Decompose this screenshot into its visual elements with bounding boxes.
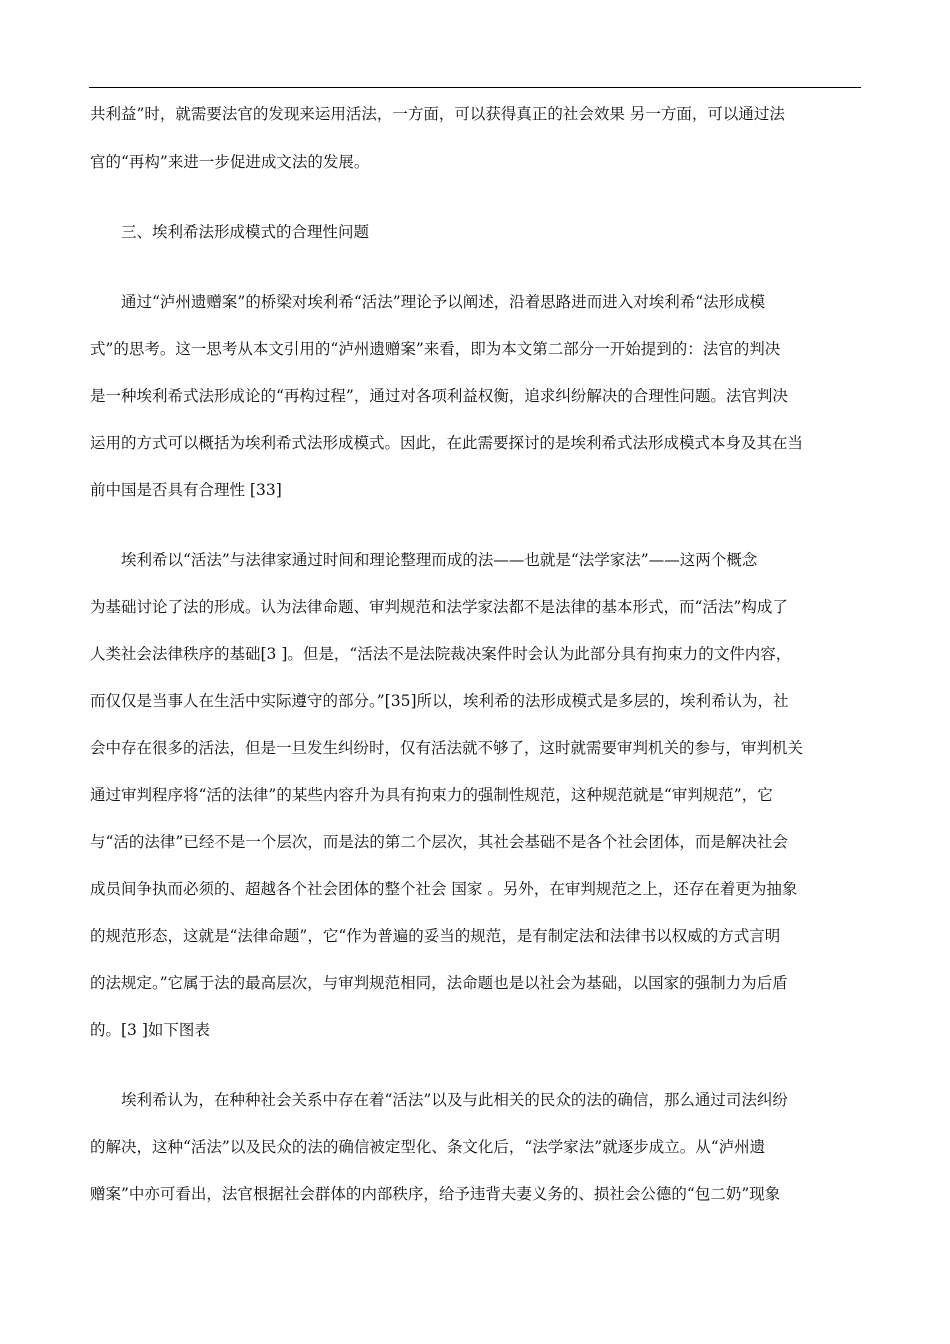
text-line: 会中存在很多的活法，但是一旦发生纠纷时，仅有活法就不够了，这时就需要审判机关的参与，审判机关 xyxy=(90,739,804,757)
text-line: 而仅仅是当事人在生活中实际遵守的部分。”[35]所以，埃利希的法形成模式是多层的，埃利希认为，社 xyxy=(90,692,789,710)
text-line: 的规范形态，这就是“法律命题”，它“作为普遍的妥当的规范，是有制定法和法律书以权威的方式言明 xyxy=(90,927,781,945)
text-line: 的。[3 ]如下图表 xyxy=(90,1021,210,1039)
text-line: 成员间争执而必须的、超越各个社会团体的整个社会 国家 。另外，在审判规范之上，还存在着更为抽象 xyxy=(90,880,798,898)
text-line: 的法规定。”它属于法的最高层次，与审判规范相同，法命题也是以社会为基础，以国家的强制力为后盾 xyxy=(90,974,788,992)
text-line: 前中国是否具有合理性 [33] xyxy=(90,481,282,499)
paragraph xyxy=(90,290,862,502)
text-line: 与“活的法律”已经不是一个层次，而是法的第二个层次，其社会基础不是各个社会团体，而是解决社会 xyxy=(90,833,788,851)
paragraph xyxy=(90,1088,862,1206)
text-line: 是一种埃利希式法形成论的“再构过程”，通过对各项利益权衡，追求纠纷解决的合理性问题。法官判决 xyxy=(90,387,788,405)
text-line: 运用的方式可以概括为埃利希式法形成模式。因此，在此需要探讨的是埃利希式法形成模式本身及其在当 xyxy=(90,434,804,452)
text-line: 埃利希以“活法”与法律家通过时间和理论整理而成的法——也就是“法学家法”——这两个概念 xyxy=(121,551,758,569)
text-line: 的解决，这种“活法”以及民众的法的确信被定型化、条文化后，“法学家法”就逐步成立。从“泸州遗 xyxy=(90,1138,766,1156)
text-line: 通过审判程序将“活的法律”的某些内容升为具有拘束力的强制性规范，这种规范就是“审判规范”，它 xyxy=(90,786,773,804)
text-line: 共利益”时，就需要法官的发现来运用活法，一方面，可以获得真正的社会效果 另一方面，可以通过法 xyxy=(90,105,785,123)
paragraph xyxy=(90,102,862,174)
text-line: 通过“泸州遗赠案”的桥梁对埃利希“活法”理论予以阐述，沿着思路进而进入对埃利希“法形成模 xyxy=(121,293,766,311)
document-body xyxy=(90,102,862,1206)
text-line: 官的“再构”来进一步促进成文法的发展。 xyxy=(90,153,370,171)
text-line: 人类社会法律秩序的基础[3 ]。但是，“活法不是法院裁决案件时会认为此部分具有拘束力的文件内容， xyxy=(90,645,792,663)
paragraph xyxy=(90,548,862,1042)
text-line: 赠案”中亦可看出，法官根据社会群体的内部秩序，给予违背夫妻义务的、损社会公德的“包二奶”现象 xyxy=(90,1185,781,1203)
header-rule xyxy=(89,87,861,88)
text-line: 式”的思考。这一思考从本文引用的“泸州遗赠案”来看，即为本文第二部分一开始提到的：法官的判决 xyxy=(90,340,781,358)
text-line: 为基础讨论了法的形成。认为法律命题、审判规范和法学家法都不是法律的基本形式，而“活法”构成了 xyxy=(90,598,788,616)
text-line: 埃利希认为，在种种社会关系中存在着“活法”以及与此相关的民众的法的确信，那么通过司法纠纷 xyxy=(121,1091,788,1109)
section-heading: 三、埃利希法形成模式的合理性问题 xyxy=(121,223,370,241)
